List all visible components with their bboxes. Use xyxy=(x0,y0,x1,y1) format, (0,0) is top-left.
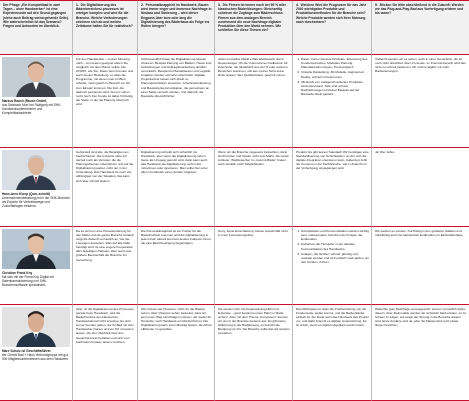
header-question-2 xyxy=(138,1,215,55)
question-text: Personalknappheit im Handwerk, Bauen wird immer enger und immense Nachfrage in Neubau und Sanierung – wird dieser Engpass über kurz oder lang die Digitalisierung des Bäderbaus als Folge ins Rollen bringen? xyxy=(141,3,212,29)
answer-list xyxy=(296,57,369,96)
answer-paragraph: Die Personalknappheit ist ein Treiber für die Bauwirtschaft, kommen wird die Digitalisierung in jedem Fall. Aktuell kommen andere Faktoren hinzu, die eine Beschleunigung begünstigen. xyxy=(141,229,212,246)
answer-cell xyxy=(73,305,138,401)
answer-paragraph: Wir müssen die Chancen, nicht nur die Risiken sehen. Aber Chancen sehen bedeutet, dass wir jetzt einen Weg einschlagen müssen, der weder für Hersteller noch Handwerk ein Rückschritt ist. Die Digitalisierung kann einen Beitrag leisten, die Arbeit effizienter zu gestalten. xyxy=(141,307,212,332)
portrait-photo xyxy=(2,307,70,347)
answer-paragraph: Produkt: Es gibt keinen Standard! Wir benötigen eine Standardisierung von Schnittstellen, an der sich die digitale Integration orientieren kann. Außerdem fehlt der Konsens in der Fachbranche, wie in Zukunft mit der Vorfertigung umgegangen wird. xyxy=(296,150,369,171)
person-name: Markus Rauch (Rauch GmbH, xyxy=(2,99,47,103)
answer-paragraph: Weiterhin gute Nachfrage vorausgesetzt, wird es vermutlich Jahre dauern. Aber Zielmodelle werden wir sicherlich bald erleben, es ist schwer zu sagen, wie lange der Sprung in die Bereiche dauern wird. Erste Ansätze sind da, aber die Masse wird noch etwas länger brauchen. xyxy=(375,307,466,328)
answer-cell xyxy=(372,148,469,227)
answer-list-item: 3. Anlagen, die flexibel, schnell, günstig und modular werden und sich einfach nach außen, an den Kunden, richten. xyxy=(301,252,369,264)
person-role: der Gerold Bad + Haus Verbundgruppe mit gut 900 Mitgliedsunternehmen aus dem Handwerk. xyxy=(2,353,69,362)
portrait-photo xyxy=(2,57,70,97)
answer-cell xyxy=(293,148,372,227)
header-question-4 xyxy=(293,1,372,55)
answer-paragraph: Jeder innovative Markt erhält Wettbewerb durch Neueinsteiger. Ob die Unternehmen traditionell, für Zuschnitte, die tatsächlich aus der IT oder anderen Bereichen stammen, soll aus meiner Sicht keine Rolle spielen. Wer Qualität bietet, gewinnt immer. xyxy=(218,57,288,78)
answer-paragraph: Sorry, keine Einschätzung. Dieser Aspekt fällt nicht in mein Kompetenzgebiet. xyxy=(218,229,288,238)
person-role: aus Salzbach Murr bei Stuttgart) mit SHK-Handwerksunternehmer und Komplettbadanbieter xyxy=(2,103,62,116)
question-number: 4. xyxy=(296,3,299,7)
header-intro-text: Der Pfrage „Ein Komplettbad in zwei Tagen – ohne Handwerker“ ist eine Expertenrunde auf den Grund gegangen (siehe auch Beitrag vorhergehende Seite). Wie wahrscheinlich ist das Szenario? Fragen und Antworten im Überblick. xyxy=(3,3,69,29)
answer-cell xyxy=(138,305,215,401)
answer-paragraph: Gebündelt sind alle, die Beteiligten am Fachschienen. Die Industrie sehe ich derzeit noch als Vorreiter, die die Planungsthemen unterstützen und auf die Digitalisierung wartet, nicht nur in der Anwendung. Das Handwerk ist noch viel abhängiger von der Situation, das kann sich aber schnell ändern. xyxy=(76,150,134,183)
portrait-photo xyxy=(2,229,70,269)
answer-list-item: 2. Aufnahme der Hersteller in der direkten Kommunikation des Handwerks. xyxy=(301,242,369,250)
answer-paragraph: Da es sich um eine Herausforderung für den Markt und die ganze Branche handelt, zeigt die Zukunft vermutlich an, wie die Lösungen aussehen. Was auf alle Fälle benötigt wird, ist eine engere Kooperation aller beteiligten Parteien, aber auch eine größere Bereitschaft der Branche zur Vernetzung. xyxy=(76,229,135,262)
answer-cell xyxy=(372,305,469,401)
question-number: 5. xyxy=(375,3,378,7)
answer-list-item: 2. Virtuelle Darstellung, 3D-Modelle, Augmented Reality, schnell zu bekommen. xyxy=(301,70,369,78)
person-cell xyxy=(0,305,73,401)
answer-cell xyxy=(293,55,372,148)
answer-cell xyxy=(138,227,215,305)
answer-list-item: 1. Schnittstellen und Kommunikation werden wichtig sein, insbesondere zwischen den Fragen der Endkunden. xyxy=(301,229,369,241)
answer-paragraph: Wir werden es erleben. Kurzfristig in den größeren Städten und mittelfristig auch bei klassischen Endkunden im Einfamilienhaus. xyxy=(375,229,464,238)
answer-cell xyxy=(215,148,293,227)
answer-cell xyxy=(372,55,469,148)
answer-cell xyxy=(138,55,215,148)
answer-list-item: 3. 3D-Druck von maßgeschneiderten Produkten wird interessant, Teile sind schnell, Nachlieferungen einzelner Bauteile auf der Baustelle direkt geplant. xyxy=(301,80,369,96)
answer-list xyxy=(296,229,369,264)
answer-cell xyxy=(215,305,293,401)
person-name: Marc Schulz ist Geschäftsführer xyxy=(2,349,51,353)
question-text: Die Firmen ist immer noch bei 95 % aller klassischen Bäderlösungen: Gleichzeitig scheinen die Zugänge zum Bäderschluss Firmen aus dem analogen Bereich zunehmend die neue Nachfrage digitaler Produktion über den Markt nehmen. Wie schließen Sie diese Thesen ein? xyxy=(218,3,286,33)
answer-cell xyxy=(293,305,372,401)
answer-cell xyxy=(372,227,469,305)
answer-cell xyxy=(215,55,293,148)
answer-paragraph: Ja! Wer Jahre. xyxy=(375,150,396,154)
answer-paragraph: Sie werden sich mit Fingerspitzengefühl und Expertise – ganz bestimmt einen Platz im Markt sichern. Aber mit dem Thema „Kompetenz“ kennen wir uns in der Branche bestens aus. Es gibt keine Abkürzung in der Badplanung, es braucht die Beratung vor Ort. Die Branche sollte das als Gewinn verstehen. xyxy=(218,307,290,336)
question-number: 1. xyxy=(76,3,79,7)
person-name: Christian Frank Kny xyxy=(2,271,33,275)
answer-paragraph: Vielleicht werden wir es sehen, auch in einer Generation, die ist noch nicht absehbar. Aber ich denke, im Premiumbereich wird das nicht so schnell passieren. Ich rechne täglich mit mehr Badsanierungen. xyxy=(375,57,466,74)
person-cell xyxy=(0,148,73,227)
question-text: Die Digitalisierung des Bäderbereiches/-prozesses ist weniger komplex und wird für die Branche. Welche Veränderungen zeichnen sich ab und welche Zeiträume halten Sie für realistisch? xyxy=(76,3,133,29)
question-number: 2. xyxy=(141,3,144,7)
answer-cell xyxy=(73,227,138,305)
question-number: 3. xyxy=(218,3,221,7)
header-intro xyxy=(0,1,73,55)
answer-cell xyxy=(293,227,372,305)
header-question-5 xyxy=(372,1,469,55)
answer-paragraph: Digitalisierung schreibt sich sicherlich ins Handwerk, aber wenn die Digitalisierung schon heute als Umgang genutzt wird, dann kann auch das Handwerk die Digitalisierung nicht mehr mitnehmen oder ignorieren. Man sollte hier unter allen Umständen einen Ansatz mitgehen. xyxy=(141,150,208,175)
answer-paragraph: Für den Handwerker – meiner Meinung nach – am besten geeignet wären Sie zeitgleich mit dem Planer selbst. Die ZVSHK, wie Sie, Daten beim Kunden und auch bei der Bestellung, so dass die Programme, mit denen man im Büro arbeitet, meist gleich im Bereich vor Ort zum Einsatz kommen. Die Zeit, die dadurch gewonnen wird, bei uns schon recht hoch. Der Kunde ist dabei frühzeitig die Stelle, in der die Planung überprüft wird. xyxy=(76,57,134,106)
person-name: Hans-Arno Kloep (Quer-schnitt) xyxy=(2,192,50,196)
person-cell xyxy=(0,55,73,148)
header-question-3 xyxy=(215,1,293,55)
portrait-photo xyxy=(2,150,70,190)
person-role: Unternehmensberatung) ist in der SHK-Branche als Experte für Vertriebswege und Zukunftsfragen bekannt. xyxy=(2,196,70,209)
answer-list-item: 1. Daten: Immer bessere Produkte, Erkennung des Kundenwunsches, Modulare Planung, Materialbestimmungen, Preisvergleich. xyxy=(301,57,369,69)
question-text: Blicken Sie bitte abschließend in die Zukunft: Werden wir das Plug-and-Play-Bad aus Vorfertigung erleben und bis wann? xyxy=(375,3,464,16)
person-role: hat sich mit der Firma Kny Digital mit Datenharmonisierung und SHK-Branchensoftware spezialisiert. xyxy=(2,275,54,288)
person-cell xyxy=(0,227,73,305)
answer-cell xyxy=(215,227,293,305)
answer-cell xyxy=(138,148,215,227)
answer-paragraph: Aber, ist die Digitalisierung des Prozesses, gerade beim Handwerk, wird die Bäderbranche den klassischen Handwerksberuf nicht ersetzen. Es wird immer Kunden geben, die ihr Bad mit dem Handwerker planen und vor Ort umsetzen lassen, die den Überblick über den Gesamtprozess behalten und sich vom Fachmann beraten lassen möchten. xyxy=(76,307,135,344)
answer-cell xyxy=(73,55,138,148)
answer-paragraph: Das Wichtigste ist, dass die Problemlösung von der Kundenseite, weiter kommt, und die Badverkäufer einfach ist. Am Ende setzt das Handwerk das Projekt um, und dafür braucht es digitale Unterstützung. Es ist schön, wenn es digital mitgeplant werden kann. xyxy=(296,307,369,328)
header-question-1 xyxy=(73,1,138,55)
answer-paragraph: Schlussendlich bietet die Digitalisierung überall Chancen: Beispiel Planung von Bädern. Heute sind Ausführungen und Auftragsbearbeitung deutlich vereinfacht. Beispiel bei Bestellwesen und Logistik, Angaben werden schneller übermittelt. Digitale Projektordner lassen sich direkt im Planungsverfahren einsetzen, Arbeitszeiterfassung und Baustellenkommunikation, die gemeinsam an einer Stelle vernetzt werden, und dadurch die Baustelle übersichtlicher. xyxy=(141,57,212,98)
question-text: Welchen Wird die Prognosen für das Jahr 2030 wichtigsten Produkte und Produktionsmethoden für die Branche sein? Welche Produkte werden sich Ihrer Meinung nach durchsetzen? xyxy=(296,3,366,24)
answer-cell xyxy=(73,148,138,227)
answer-paragraph: Wenn wir die Branche insgesamt betrachten, dann sind Kunden und Käufer nicht vom Markt, die neuen Anbieter, Wettbewerber im „Gummi-Bäder“ bieten doch deutlich mehr Möglichkeiten. xyxy=(218,150,290,167)
